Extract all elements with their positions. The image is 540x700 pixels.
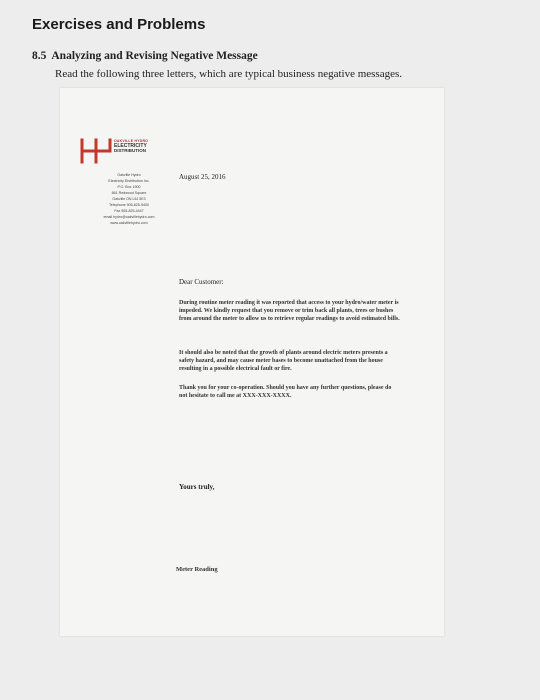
salutation: Dear Customer: (179, 278, 224, 286)
exercise-number: 8.5 (32, 50, 47, 62)
sender-address (84, 172, 174, 226)
exercise-title (32, 50, 258, 62)
address-line: Oakville ON L6J 5E3 (112, 197, 146, 201)
letter-date: August 25, 2016 (179, 173, 226, 181)
section-heading: Exercises and Problems (32, 16, 206, 33)
address-line: Oakville Hydro (117, 173, 141, 177)
address-line: Fax 905-825-4447 (114, 209, 144, 213)
signature: Meter Reading (176, 566, 218, 573)
logo-line-1: OAKVILLE HYDRO (114, 139, 149, 143)
address-line: email hydro@oakvillehydro.com (103, 215, 155, 219)
company-logo (80, 138, 180, 164)
body-paragraph-2: It should also be noted that the growth of plants around electric meters presents a safety hazard, and may cause meter bases to become unattached from the house resulting in a possible electrical fault or fire. (179, 350, 388, 372)
address-line: 861 Redwood Square (111, 191, 147, 195)
logo-line-2: ELECTRICITY (114, 142, 147, 149)
logo-text (114, 140, 148, 154)
logo-line-3: DISTRIBUTION (114, 148, 146, 154)
address-line: Telephone 905-825-9400 (109, 203, 149, 207)
exercise-title-text: Analyzing and Revising Negative Message (51, 50, 258, 62)
body-paragraph-1: During routine meter reading it was reported that access to your hydro/water meter is impeded. We kindly request that you remove or trim back all plants, trees or bushes from around the meter to allow us to retrieve regular readings to avoid estimated bills. (179, 300, 400, 322)
address-line: P.O. Box 1900 (117, 185, 141, 189)
letter-page (60, 88, 444, 636)
closing: Yours truly, (179, 483, 215, 491)
body-paragraph-3: Thank you for your co-operation. Should you have any further questions, please do not hesitate to call me at XXX-XXX-XXXX. (179, 385, 392, 399)
address-line: Electricity Distribution Inc. (108, 179, 150, 183)
exercise-instructions: Read the following three letters, which are typical business negative messages. (55, 68, 403, 80)
oakville-hydro-logo-icon (80, 138, 114, 164)
address-line: www.oakvillehydro.com (110, 221, 148, 225)
